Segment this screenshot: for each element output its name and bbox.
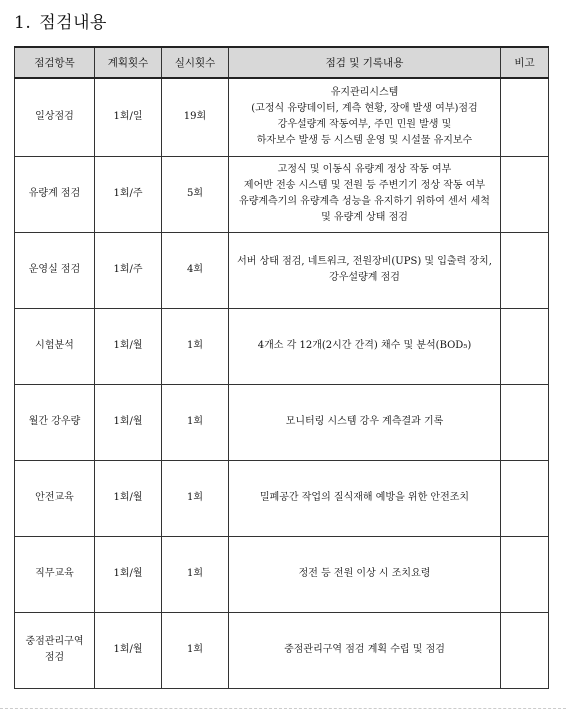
content-cell	[229, 308, 501, 384]
plan-cell: 1회/월	[95, 612, 162, 688]
item-cell	[15, 78, 95, 156]
item-cell	[15, 460, 95, 536]
table-row	[15, 232, 549, 308]
table-row	[15, 78, 549, 156]
content-cell	[229, 156, 501, 232]
content-line: 제어반 전송 시스템 및 전원 등 주변기기 정상 작동 여부	[243, 180, 486, 191]
plan-cell: 1회/월	[95, 536, 162, 612]
item-line: 유량계 점검	[28, 188, 81, 199]
table-row	[15, 384, 549, 460]
item-line: 점검	[44, 652, 65, 663]
content-cell	[229, 536, 501, 612]
content-line: 4개소 각 12개(2시간 간격) 채수 및 분석(BOD₅)	[257, 340, 472, 351]
note-cell	[501, 460, 549, 536]
note-cell	[501, 384, 549, 460]
item-cell	[15, 232, 95, 308]
item-cell	[15, 308, 95, 384]
plan-cell: 1회/일	[95, 78, 162, 156]
done-cell: 1회	[162, 460, 229, 536]
header-content: 점검 및 기록내용	[229, 47, 501, 78]
item-cell	[15, 384, 95, 460]
section-heading	[14, 8, 107, 33]
done-cell: 1회	[162, 612, 229, 688]
content-cell	[229, 384, 501, 460]
table-row	[15, 460, 549, 536]
item-line: 시험분석	[35, 340, 74, 351]
plan-cell: 1회/월	[95, 308, 162, 384]
content-line: 중점관리구역 점검 계획 수립 및 점검	[284, 644, 445, 655]
note-cell	[501, 612, 549, 688]
header-inspection-item: 점검항목	[15, 47, 95, 78]
content-line: 유량계측기의 유량계측 성능을 유지하기 위하여 센서 세척	[239, 196, 490, 207]
table-row	[15, 612, 549, 688]
plan-cell: 1회/월	[95, 460, 162, 536]
page-bottom-divider	[0, 708, 566, 710]
content-cell	[229, 612, 501, 688]
note-cell	[501, 536, 549, 612]
header-actual-count: 실시횟수	[162, 47, 229, 78]
table-row	[15, 536, 549, 612]
content-line: 밀폐공간 작업의 질식재해 예방을 위한 안전조치	[259, 492, 470, 503]
done-cell: 1회	[162, 384, 229, 460]
table-header-row	[15, 47, 549, 78]
done-cell: 19회	[162, 78, 229, 156]
content-cell	[229, 460, 501, 536]
note-cell	[501, 308, 549, 384]
note-cell	[501, 78, 549, 156]
item-cell	[15, 156, 95, 232]
header-remarks: 비고	[501, 47, 549, 78]
content-cell	[229, 78, 501, 156]
item-line: 직무교육	[35, 568, 74, 579]
content-line: 서버 상태 점검, 네트워크, 전원장비(UPS) 및 입출력 장치,	[237, 256, 492, 267]
content-cell	[229, 232, 501, 308]
plan-cell: 1회/월	[95, 384, 162, 460]
header-planned-count: 계획횟수	[95, 47, 162, 78]
item-cell	[15, 612, 95, 688]
content-line: 강우설량계 작동여부, 주민 민원 발생 및	[277, 119, 452, 131]
item-line: 일상점검	[35, 111, 74, 123]
table-row	[15, 308, 549, 384]
plan-cell: 1회/주	[95, 156, 162, 232]
item-cell	[15, 536, 95, 612]
content-line: 및 유량계 상태 점검	[321, 212, 408, 223]
content-line: (고정식 유량데이터, 계측 현황, 장애 발생 여부)점검	[251, 103, 478, 115]
plan-cell: 1회/주	[95, 232, 162, 308]
note-cell	[501, 232, 549, 308]
item-line: 운영실 점검	[28, 264, 81, 275]
content-line: 하자보수 발생 등 시스템 운영 및 시설물 유지보수	[256, 135, 473, 147]
item-line: 월간 강우량	[28, 416, 81, 427]
table-row	[15, 156, 549, 232]
item-line: 안전교육	[35, 492, 74, 503]
section-number: 1.	[14, 13, 32, 33]
done-cell: 1회	[162, 536, 229, 612]
done-cell: 4회	[162, 232, 229, 308]
inspection-table	[14, 46, 549, 689]
content-line: 정전 등 전원 이상 시 조치요령	[298, 568, 431, 579]
content-line: 모니터링 시스템 강우 계측결과 기록	[285, 416, 444, 427]
content-line: 유지관리시스템	[330, 87, 399, 99]
done-cell: 1회	[162, 308, 229, 384]
section-title: 점검내용	[39, 13, 107, 33]
done-cell: 5회	[162, 156, 229, 232]
content-line: 강우설량계 점검	[329, 272, 400, 283]
item-line: 중점관리구역	[25, 636, 84, 647]
note-cell	[501, 156, 549, 232]
content-line: 고정식 및 이동식 유량계 정상 작동 여부	[277, 164, 452, 175]
